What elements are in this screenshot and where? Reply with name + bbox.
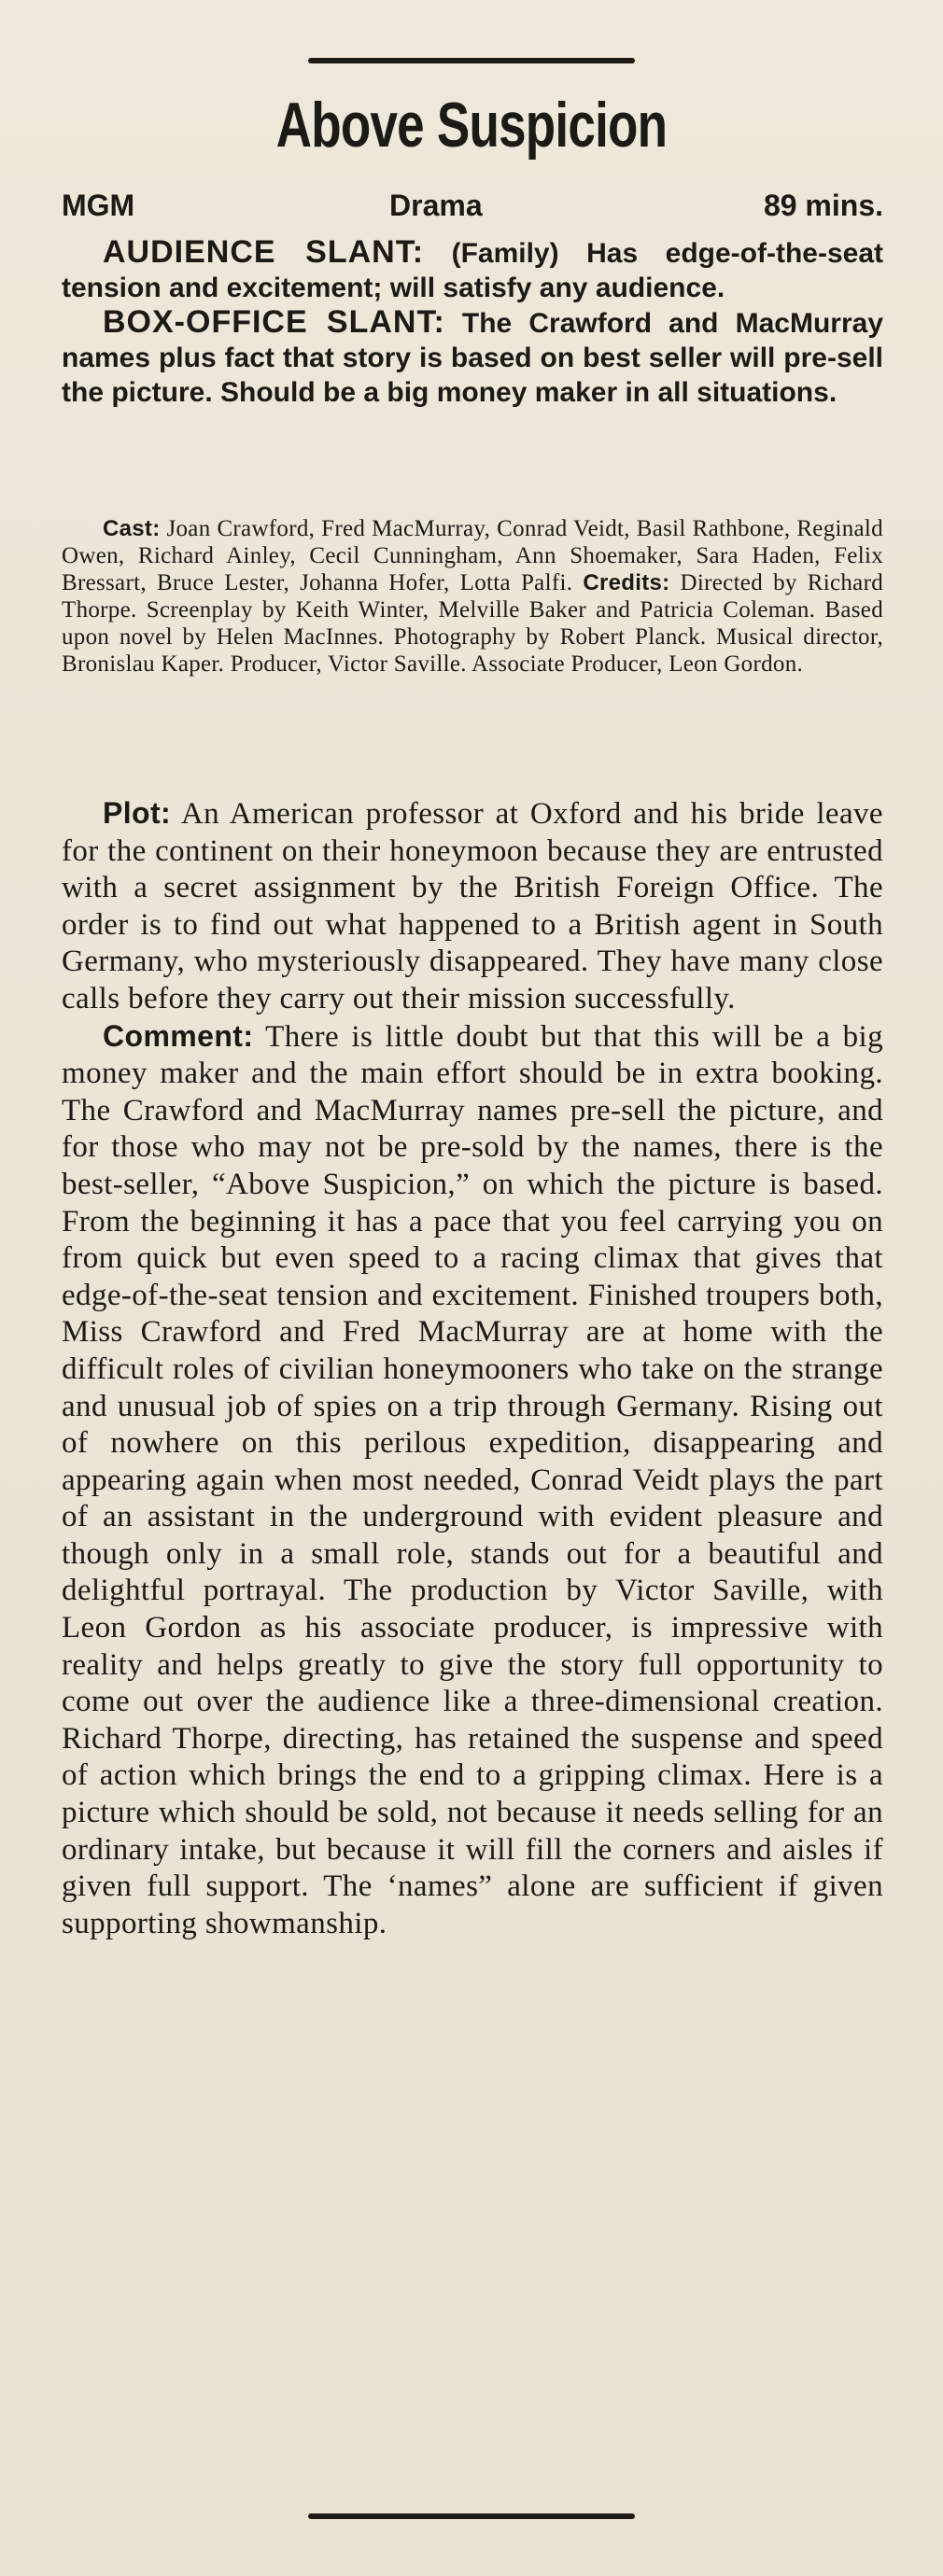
film-title: Above Suspicion [275, 90, 668, 161]
bottom-divider-rule [308, 2513, 635, 2519]
studio-name: MGM [62, 189, 135, 222]
plot-paragraph [62, 795, 883, 1018]
cast-credits-section [62, 515, 883, 678]
cast-credits-paragraph [62, 515, 883, 678]
plot-label: Plot: [103, 796, 172, 830]
audience-slant-paragraph [62, 235, 883, 305]
comment-paragraph [62, 1018, 883, 1943]
credits-text: Directed by Richard Thorpe. Screenplay by Keith Winter, Melville Baker and Patricia Coleman. Based upon novel by Helen MacInnes. Photography by Robert Planck. Musical director, Bronislau Kaper. Producer, Victor Saville. Associate Producer, Leon Gordon. [62, 570, 884, 677]
plot-text: An American professor at Oxford and his bride leave for the continent on their honeymoon because they are entrusted with a secret assignment by the British Foreign Office. The order is to find out what happened to a British agent in South Germany, who mysteriously disappeared. They have many close calls before they carry out their mission successfully. [62, 797, 883, 1015]
audience-slant-text: (Family) Has edge-of-the-seat tension and excitement; will satisfy any audience. [62, 238, 883, 303]
comment-text: There is little doubt but that this will be a big money maker and the main effort should be in extra booking. The Crawford and MacMurray names pre-sell the picture, and for those who may not be pre-sold by the names, there is the best-seller, “Above Suspicion,” on which the picture is based. From the beginning it has a pace that you feel carrying you on from quick but even speed to a racing climax that gives that edge-of-the-seat tension and excitement. Finished troupers both, Miss Crawford and Fred MacMurray are at home with the difficult roles of civilian honeymooners who take on the strange and unusual job of spies on a trip through Germany. Rising out of nowhere on this perilous expedition, disappearing and appearing again when most needed, Conrad Veidt plays the part of an assistant in the underground with evident pleasure and though only in a small role, stands out for a beautiful and delightful portrayal. The production by Victor Saville, with Leon Gordon as his associate producer, is impressive with reality and helps greatly to give the story full opportunity to come out over the audience like a three-dimensional creation. Richard Thorpe, directing, has retained the suspense and speed of action which brings the end to a gripping climax. Here is a picture which should be sold, not because it needs selling for an ordinary intake, but because it will fill the corners and aisles if given full support. The ‘names” alone are sufficient if given supporting showmanship. [62, 1019, 884, 1940]
comment-label: Comment: [103, 1018, 254, 1053]
film-meta-row [62, 183, 883, 228]
review-body [62, 795, 883, 1942]
slants-section [62, 235, 883, 410]
top-divider-rule [308, 58, 635, 63]
box-office-slant-paragraph [62, 305, 883, 410]
box-office-slant-label: BOX-OFFICE SLANT: [103, 304, 445, 340]
box-office-slant-text: The Crawford and MacMurray names plus fact that story is based on best seller will pre-sell the picture. Should be a big money maker in all situations. [62, 308, 884, 408]
running-time: 89 mins. [763, 189, 883, 222]
film-genre: Drama [389, 189, 483, 222]
cast-label: Cast: [103, 516, 161, 541]
credits-label: Credits: [583, 570, 670, 595]
cast-text: Joan Crawford, Fred MacMurray, Conrad Veidt, Basil Rathbone, Reginald Owen, Richard Ainley, Cecil Cunningham, Ann Shoemaker, Sara Haden, Felix Bressart, Bruce Lester, Johanna Hofer, Lotta Palfi. [62, 516, 883, 595]
audience-slant-label: AUDIENCE SLANT: [103, 234, 425, 270]
